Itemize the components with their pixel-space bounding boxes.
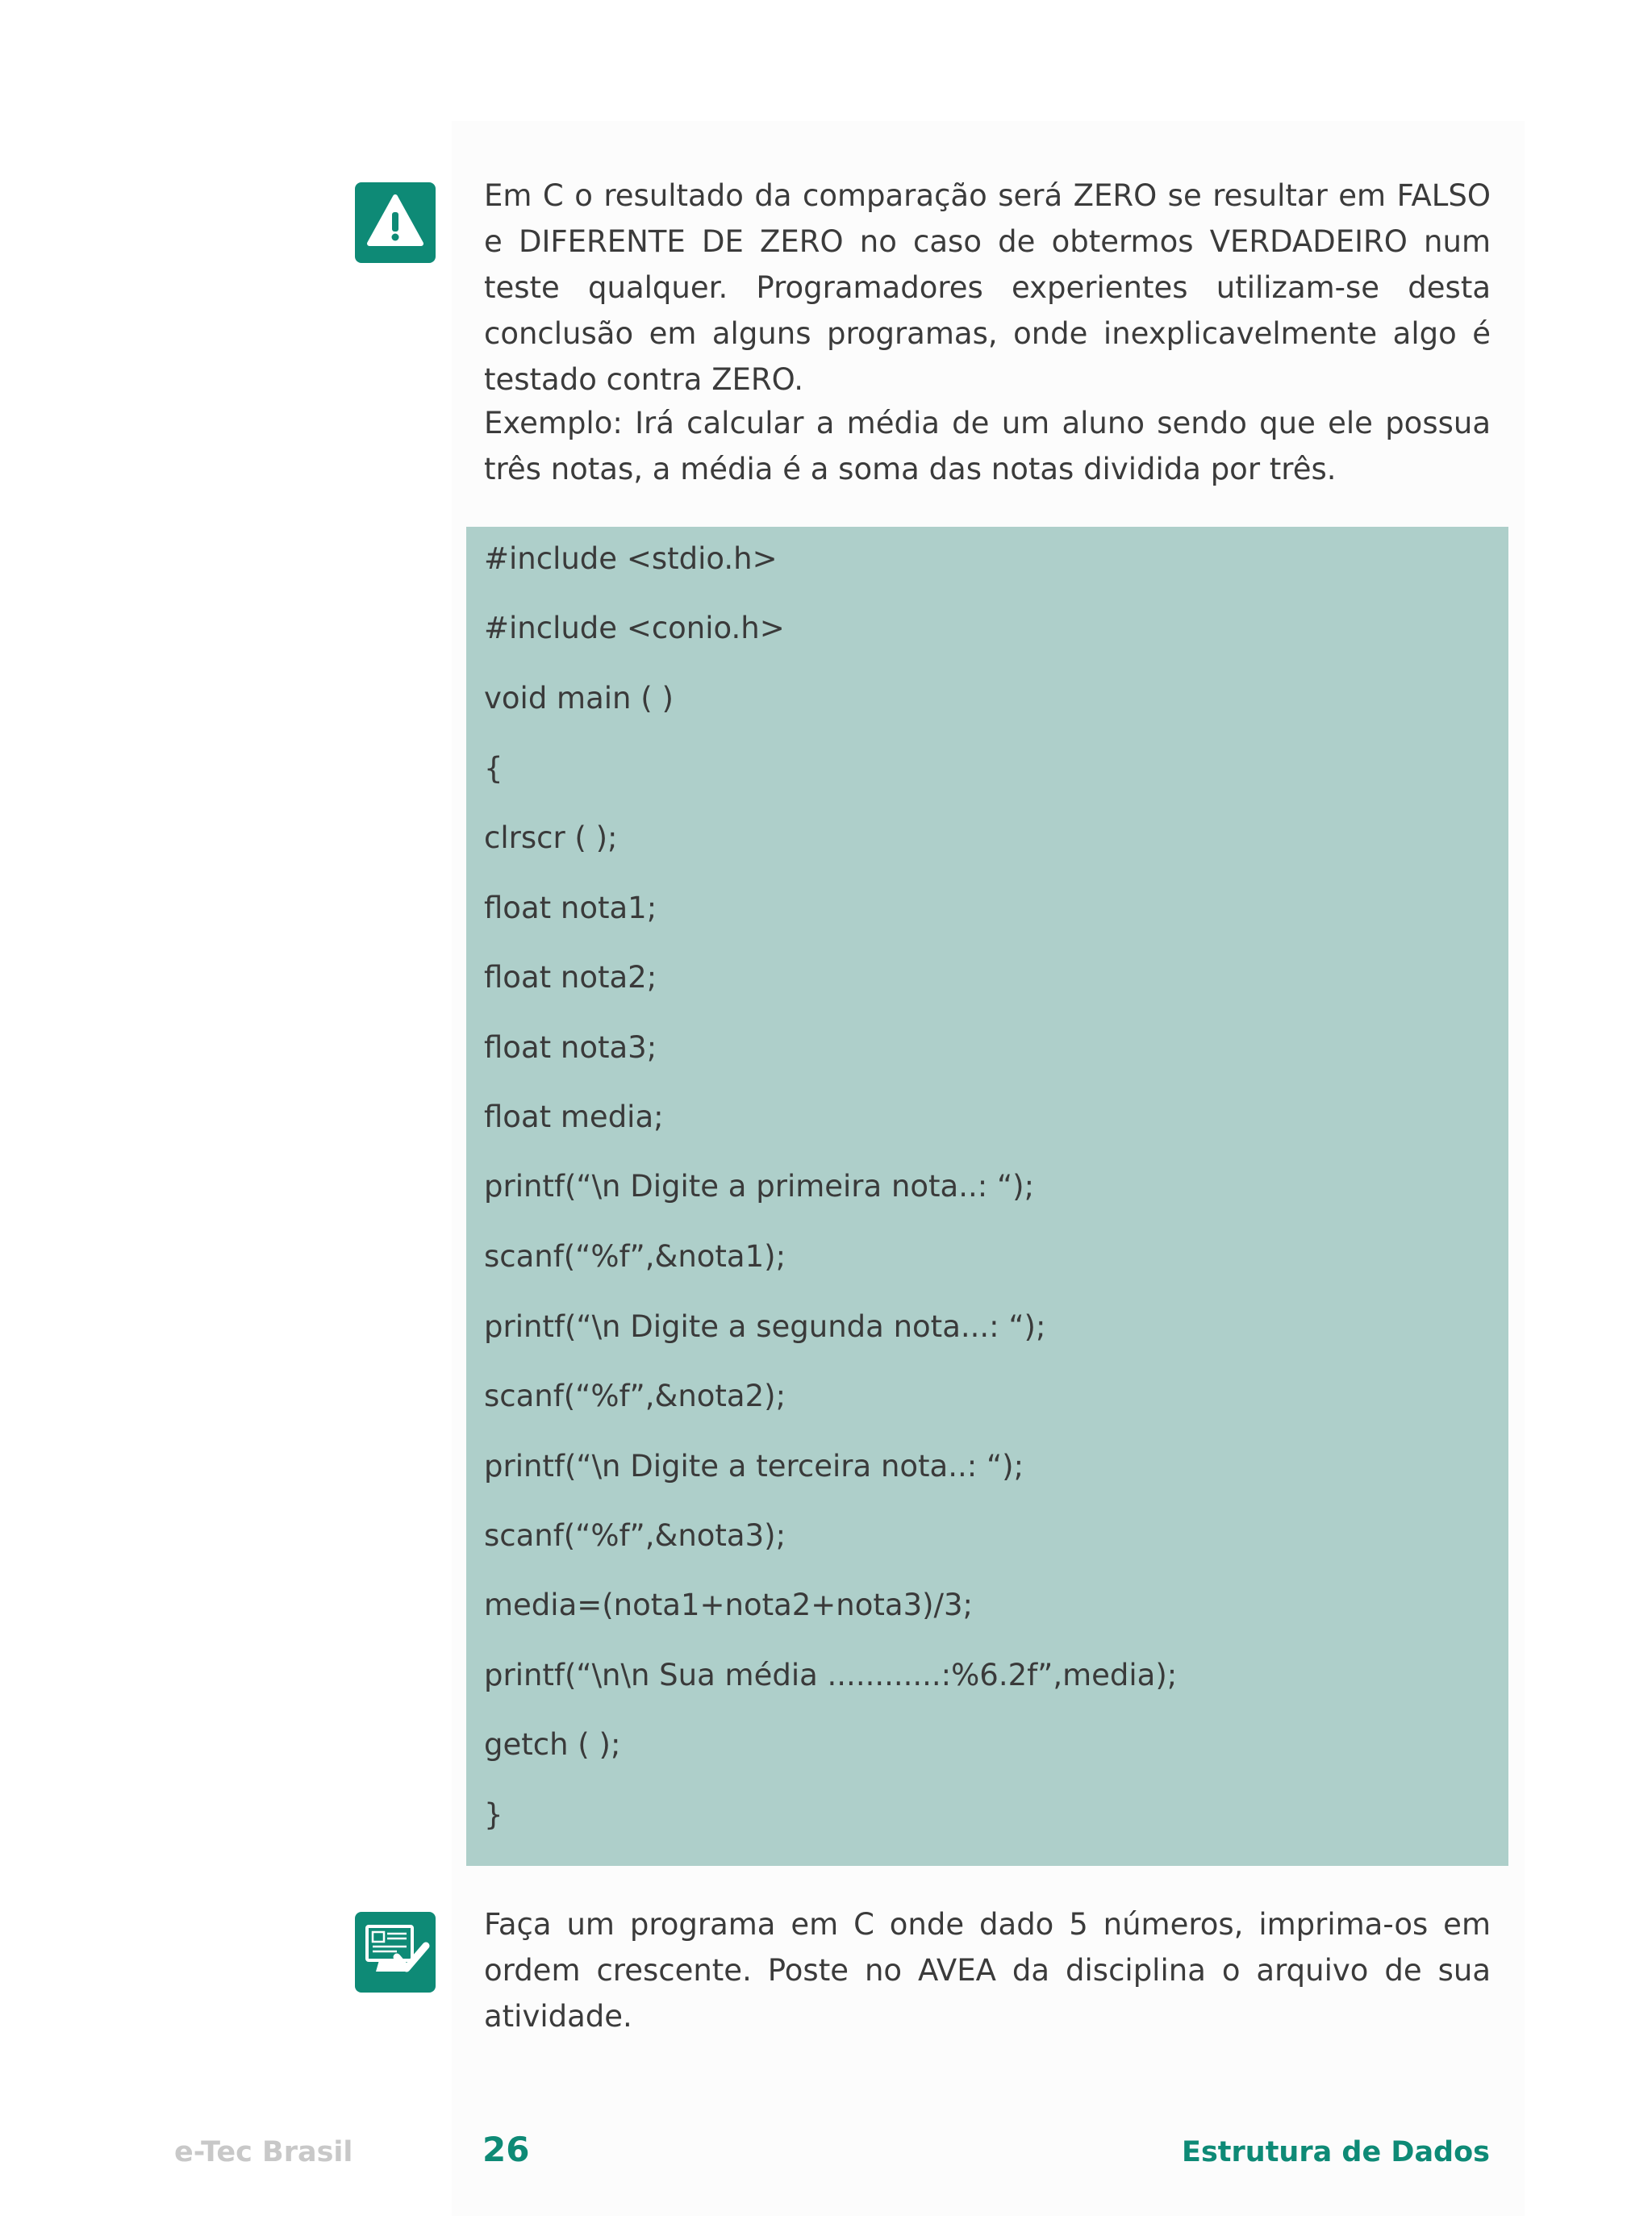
warning-icon	[355, 182, 436, 263]
code-line: float nota2;	[484, 960, 657, 995]
page-number: 26	[482, 2130, 530, 2169]
code-line: clrscr ( );	[484, 820, 618, 855]
code-line: printf(“\n Digite a segunda nota...: “);	[484, 1309, 1046, 1344]
code-line: float media;	[484, 1100, 664, 1134]
example-paragraph: Exemplo: Irá calcular a média de um aluno sendo que ele possua três notas, a média é a soma das notas dividida por três.	[484, 406, 1491, 486]
code-line: printf(“\n Digite a terceira nota..: “);	[484, 1449, 1024, 1484]
code-line: media=(nota1+nota2+nota3)/3;	[484, 1588, 974, 1622]
code-line: void main ( )	[484, 681, 674, 716]
code-line: {	[484, 751, 503, 786]
code-line: scanf(“%f”,&nota1);	[484, 1239, 786, 1274]
code-line: getch ( );	[484, 1727, 621, 1762]
code-line: printf(“\n\n Sua média ............:%6.2f”,media);	[484, 1658, 1178, 1692]
code-line: float nota3;	[484, 1030, 657, 1065]
footer-book-title: Estrutura de Dados	[1182, 2136, 1490, 2168]
footer-series-label: e-Tec Brasil	[174, 2136, 353, 2168]
code-line: float nota1;	[484, 891, 657, 925]
code-line: #include <conio.h>	[484, 611, 785, 645]
activity-paragraph: Faça um programa em C onde dado 5 números, imprima-os em ordem crescente. Poste no AVEA da disciplina o arquivo de sua atividade.	[484, 1907, 1491, 2034]
code-line: scanf(“%f”,&nota2);	[484, 1379, 786, 1413]
code-line: }	[484, 1797, 503, 1832]
activity-icon	[355, 1912, 436, 1993]
code-line: printf(“\n Digite a primeira nota..: “);	[484, 1169, 1035, 1204]
code-line: #include <stdio.h>	[484, 541, 778, 576]
code-block	[466, 527, 1508, 1866]
code-line: scanf(“%f”,&nota3);	[484, 1518, 786, 1553]
notice-paragraph: Em C o resultado da comparação será ZERO se resultar em FALSO e DIFERENTE DE ZERO no caso de obtermos VERDADEIRO num teste qualquer. Programadores experientes utilizam-se desta conclusão em alguns programas, onde inexplicavelmente algo é testado contra ZERO.	[484, 178, 1491, 397]
